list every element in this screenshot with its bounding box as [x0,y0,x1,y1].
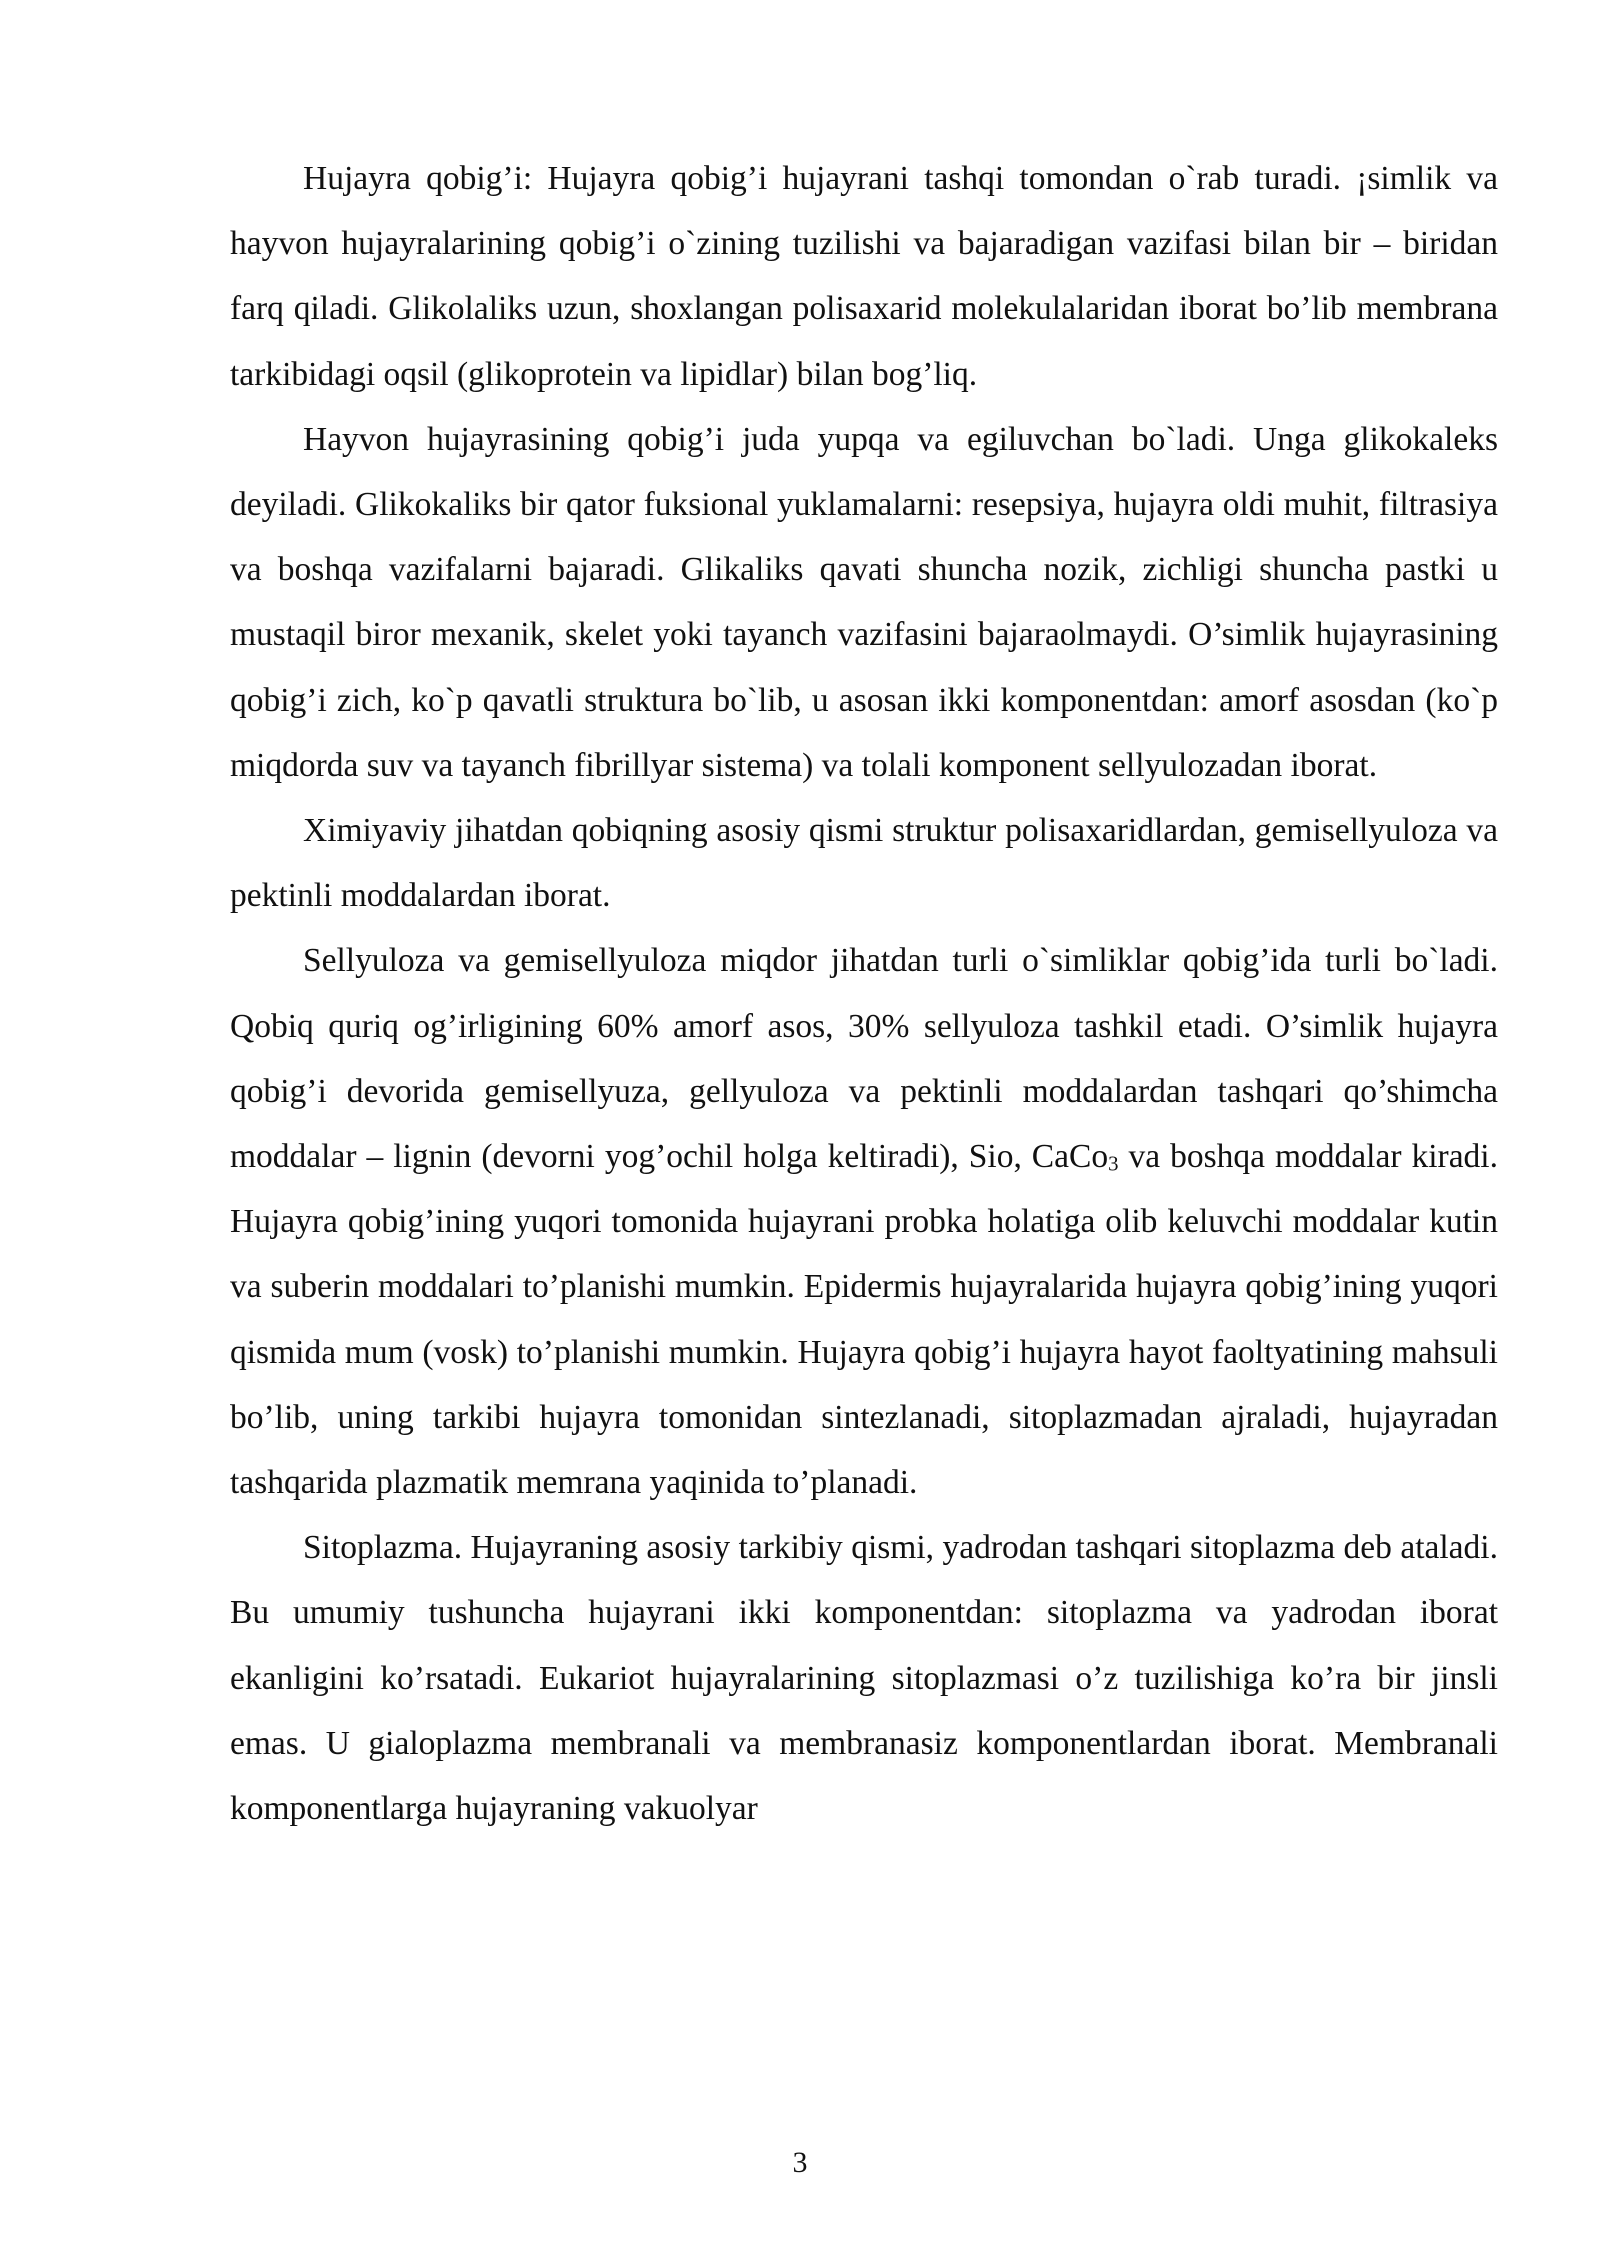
paragraph-animal-cell-wall: Hayvon hujayrasining qobig’i juda yupqa va egiluvchan bo`ladi. Unga glikokaleks deyiladi. Glikokaliks bir qator fuksional yuklamalarni: resepsiya, hujayra oldi muhit, filtrasiya va boshqa vazifalarni bajaradi. Glikaliks qavati shuncha nozik, zichligi shuncha pastki u mustaqil biror mexanik, skelet yoki tayanch vazifasini bajaraolmaydi. O’simlik hujayrasining qobig’i zich, ko`p qavatli struktura bo`lib, u asosan ikki komponentdan: amorf asosdan (ko`p miqdorda suv va tayanch fibrillyar sistema) va tolali komponent sellyulozadan iborat. [230,420,1498,784]
paragraph-cell-wall: Hujayra qobig’i: Hujayra qobig’i hujayrani tashqi tomondan o`rab turadi. ¡simlik va hayvon hujayralarining qobig’i o`zining tuzilishi va bajaradigan vazifasi bilan bir – biridan farq qiladi. Glikolaliks uzun, shoxlangan polisaxarid molekulalaridan iborat bo’lib membrana tarkibidagi oqsil (glikoprotein va lipidlar) bilan bog’liq. [230,160,1498,393]
paragraph-chemical-composition: Ximiyaviy jihatdan qobiqning asosiy qismi struktur polisaxaridlardan, gemisellyuloza va pektinli moddalardan iborat. [230,812,1498,915]
paragraph-cellulose-part-2: va boshqa moddalar kiradi. Hujayra qobig’ining yuqori tomonida hujayrani probka holatiga olib keluvchi moddalar kutin va suberin moddalari to’planishi mumkin. Epidermis hujayralarida hujayra qobig’ining yuqori qismida mum (vosk) to’planishi mumkin. Hujayra qobig’i hujayra hayot faoltyatining mahsuli bo’lib, uning tarkibi hujayra tomonidan sintezlanadi, sitoplazmadan ajraladi, hujayradan tashqarida plazmatik memrana yaqinida to’planadi. [230,1138,1498,1502]
subscript-3: 3 [1108,1152,1119,1176]
paragraph-cytoplasm: Sitoplazma. Hujayraning asosiy tarkibiy qismi, yadrodan tashqari sitoplazma deb ataladi. Bu umumiy tushuncha hujayrani ikki komponentdan: sitoplazma va yadrodan iborat ekanligini ko’rsatadi. Eukariot hujayralarining sitoplazmasi o’z tuzilishiga ko’ra bir jinsli emas. U gialoplazma membranali va membranasiz komponentlardan iborat. Membranali komponentlarga hujayraning vakuolyar [230,1529,1498,1828]
paragraph-cellulose-part-1: Sellyuloza va gemisellyuloza miqdor jihatdan turli o`simliklar qobig’ida turli bo`ladi. Qobiq quriq og’irligining 60% amorf asos, 30% sellyuloza tashkil etadi. O’simlik hujayra qobig’i devorida gemisellyuza, gellyuloza va pektinli moddalardan tashqari qo’shimcha moddalar – lignin (devorni yog’ochil holga keltiradi), Sio, CaCo [230,942,1498,1176]
paragraph-cellulose [230,928,1498,1515]
page-number: 3 [792,2146,808,2179]
body-text [230,146,1498,1841]
